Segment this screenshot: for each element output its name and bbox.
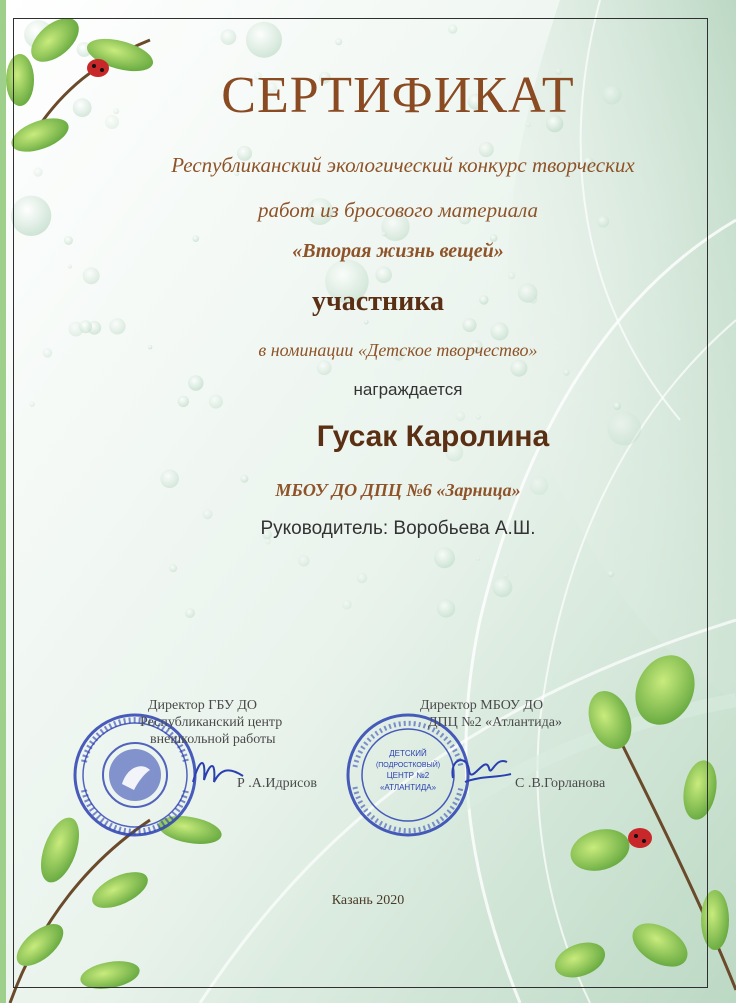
- contest-name: «Вторая жизнь вещей»: [292, 240, 504, 262]
- right-signer-name: С .В.Горланова: [515, 776, 606, 791]
- right-signature: [445, 748, 515, 794]
- participant-label: участника: [312, 286, 444, 317]
- left-signer-title-3: внешкольной работы: [150, 732, 276, 747]
- contest-line-2: работ из бросового материала: [257, 198, 539, 222]
- awarded-label: награждается: [353, 380, 463, 399]
- organization-name: МБОУ ДО ДПЦ №6 «Зарница»: [275, 480, 521, 500]
- seal-text-2: (ПОДРОСТКОВЫЙ): [375, 762, 441, 769]
- left-signer-title-2: Республиканский центр: [140, 715, 283, 730]
- seal-text-4: «АТЛАНТИДА»: [379, 783, 437, 792]
- contest-line-1: Республиканский экологический конкурс творческих: [171, 153, 635, 177]
- recipient-name: Гусак Каролина: [316, 420, 550, 453]
- city-year: Казань 2020: [331, 893, 405, 908]
- right-signer-title-1: Директор МБОУ ДО: [420, 698, 544, 713]
- left-green-strip: [0, 0, 6, 1003]
- certificate-title: СЕРТИФИКАТ: [221, 67, 575, 124]
- left-signature-block: [140, 697, 282, 748]
- left-signer-title-1: Директор ГБУ ДО: [148, 698, 258, 713]
- seal-text-1: ДЕТСКИЙ: [389, 749, 427, 758]
- supervisor: Руководитель: Воробьева А.Ш.: [260, 518, 536, 539]
- left-signer-name: Р .А.Идрисов: [237, 776, 317, 791]
- seal-text-3: ЦЕНТР №2: [386, 771, 430, 780]
- right-signature-block: [420, 697, 562, 731]
- nomination: в номинации «Детское творчество»: [258, 340, 538, 360]
- right-signer-title-2: ДПЦ №2 «Атлантида»: [428, 715, 562, 730]
